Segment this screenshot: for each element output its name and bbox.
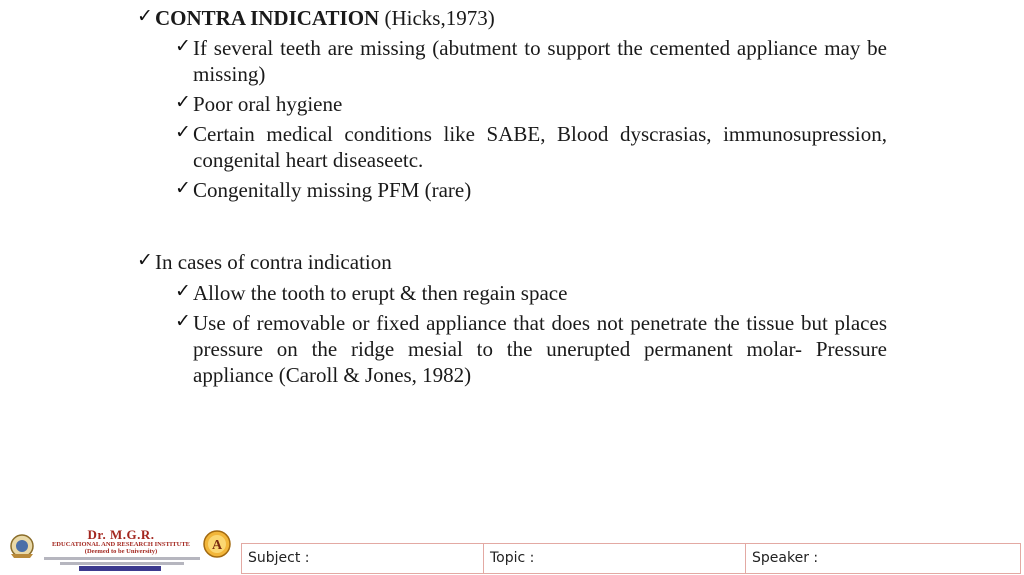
footer: [0, 526, 1024, 575]
list-item: [175, 35, 887, 87]
check-icon: ✓: [175, 35, 191, 57]
check-icon: ✓: [137, 5, 153, 27]
check-icon: ✓: [175, 280, 191, 302]
accreditation-badge-icon: [203, 530, 231, 558]
heading-citation: (Hicks,1973): [379, 6, 495, 30]
check-icon: ✓: [175, 310, 191, 332]
check-icon: ✓: [175, 91, 191, 113]
heading-text: [155, 5, 495, 31]
topic-label: Topic :: [490, 550, 535, 566]
logo-fine-print: [44, 557, 200, 560]
subject-label: Subject :: [248, 550, 310, 566]
list-item-text: Allow the tooth to erupt & then regain space: [193, 281, 568, 305]
speaker-label: Speaker :: [752, 550, 819, 566]
heading-bold: CONTRA INDICATION: [155, 6, 380, 30]
list-item: [175, 91, 887, 117]
list-item: [175, 121, 887, 173]
list-item-text: If several teeth are missing (abutment to support the cemented appliance may be missing): [193, 36, 887, 86]
logo-strip: [79, 566, 161, 571]
list-item-text: Use of removable or fixed appliance that does not penetrate the tissue but places pressure on the ridge mesial to the unerupted permanent molar- Pressure appliance (Caroll & Jones, 1982): [193, 311, 887, 387]
check-icon: ✓: [137, 249, 153, 271]
logo-line1: EDUCATIONAL AND RESEARCH INSTITUTE: [51, 541, 191, 548]
logo-title: Dr. M.G.R.: [87, 527, 155, 542]
emblem-left-icon: [6, 532, 38, 560]
check-icon: ✓: [175, 177, 191, 199]
cases-heading: [137, 249, 897, 275]
speaker-field: [745, 543, 1021, 574]
list-item-text: Congenitally missing PFM (rare): [193, 178, 472, 202]
subject-field: [241, 543, 484, 574]
badge-letter: A: [211, 538, 223, 553]
list-item: [175, 177, 887, 203]
logo-fine-print: [60, 562, 184, 565]
institute-logo: [4, 526, 232, 574]
logo-line2: (Deemed to be University): [84, 548, 158, 555]
topic-field: [483, 543, 746, 574]
list-item: [175, 310, 887, 388]
list-item: [175, 280, 887, 306]
check-icon: ✓: [175, 121, 191, 143]
list-item-text: Poor oral hygiene: [193, 92, 343, 116]
contra-indication-heading: [137, 5, 897, 31]
cases-heading-text: In cases of contra indication: [155, 250, 392, 274]
list-item-text: Certain medical conditions like SABE, Blood dyscrasias, immunosupression, congenital heart diseaseetc.: [193, 122, 887, 172]
